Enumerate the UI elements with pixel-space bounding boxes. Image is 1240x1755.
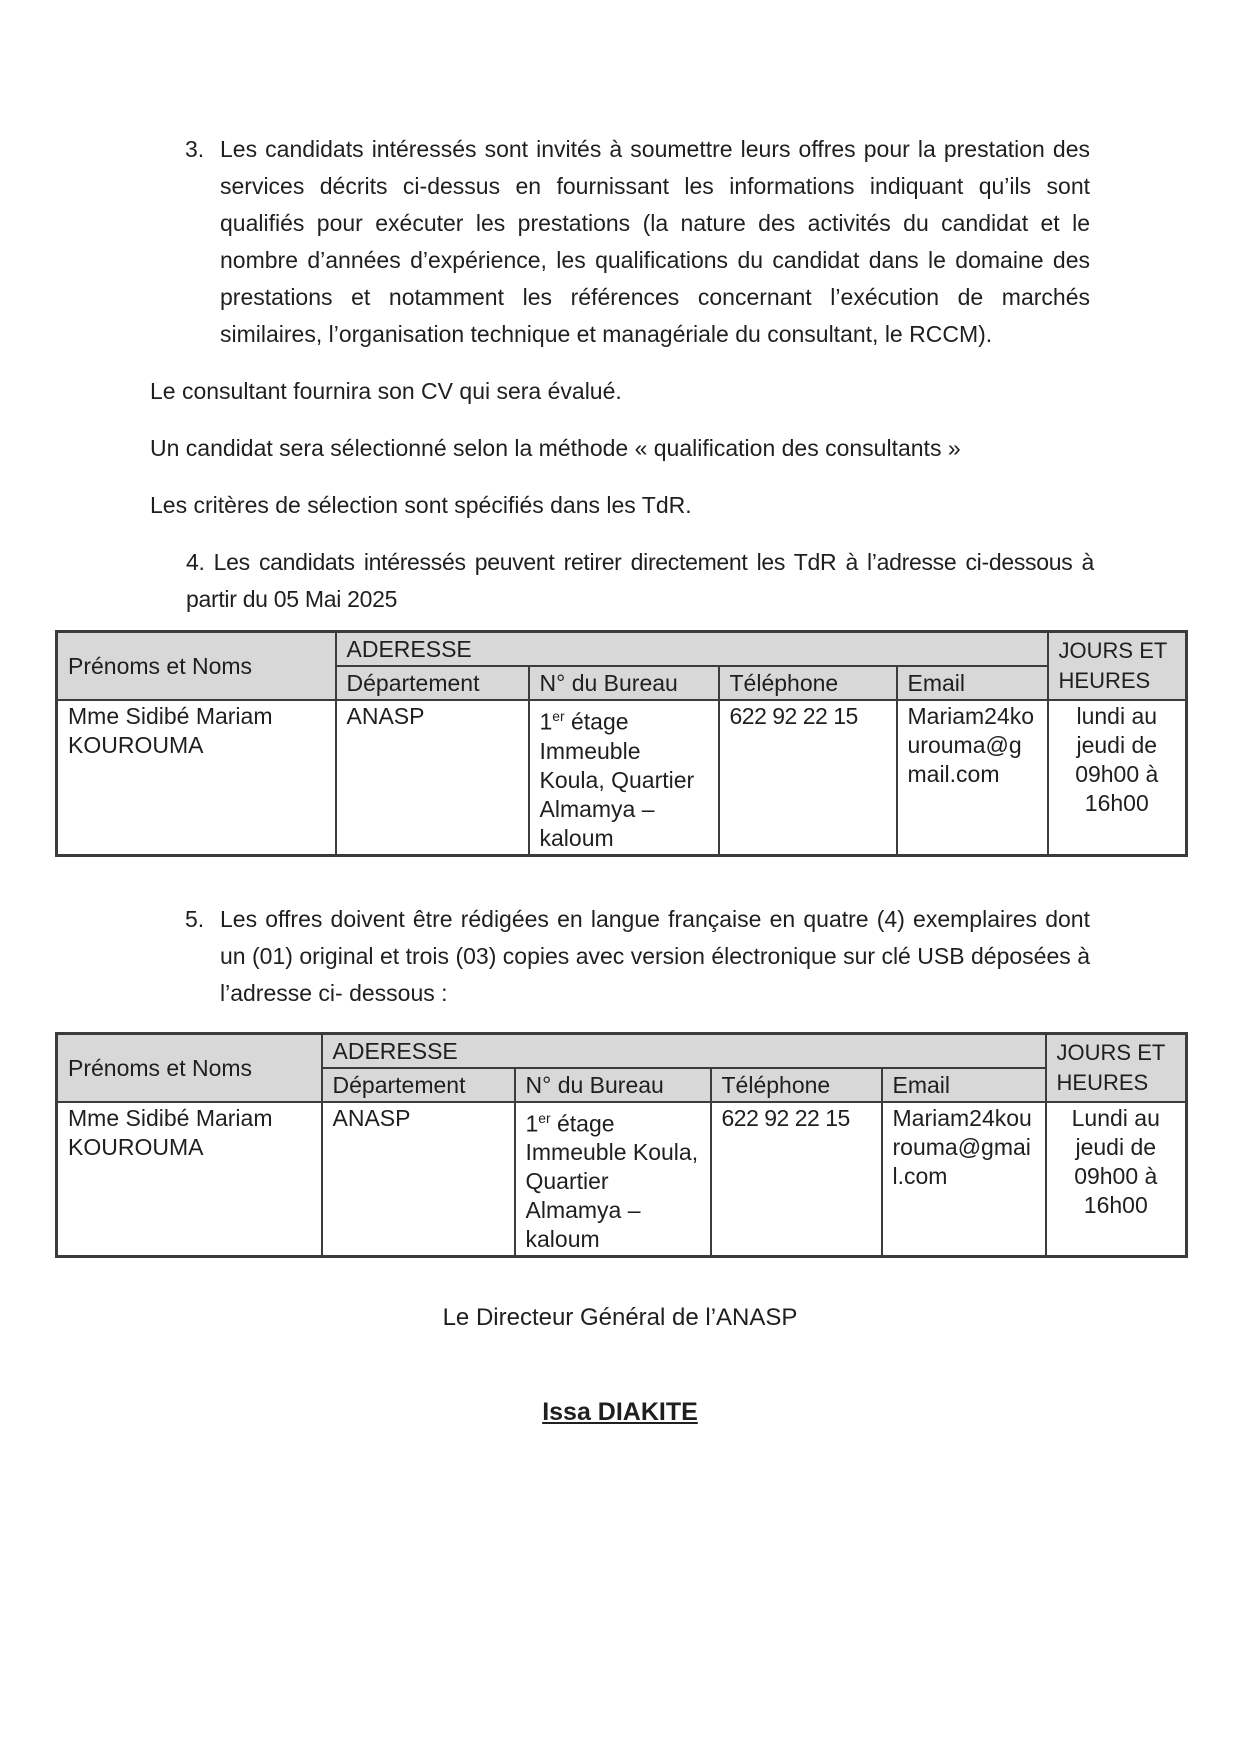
table-row <box>57 1102 1187 1257</box>
table-row <box>57 700 1187 855</box>
t2-cell-email: Mariam24kourouma@gmail.com <box>882 1102 1046 1257</box>
t1-header-email: Email <box>897 666 1048 700</box>
t1-bureau-number: 1 <box>539 708 553 735</box>
t2-cell-hours: Lundi au jeudi de 09h00 à 16h00 <box>1046 1102 1187 1257</box>
t2-header-email: Email <box>882 1068 1046 1102</box>
item-5-text: Les offres doivent être rédigées en langue française en quatre (4) exemplaires dont un (01) original et trois (03) copies avec version électronique sur clé USB déposées à l’adresse ci- dessous : <box>220 905 1090 1006</box>
paragraph-criteria: Les critères de sélection sont spécifiés dans les TdR. <box>150 492 692 518</box>
t1-cell-name: Mme Sidibé Mariam KOUROUMA <box>57 700 336 855</box>
paragraph-item-4: 4. Les candidats intéressés peuvent retirer directement les TdR à l’adresse ci-dessous à partir du 05 Mai 2025 <box>186 549 1094 612</box>
list-marker-5: 5. <box>185 905 205 932</box>
signature-name <box>150 1398 1090 1427</box>
paragraph-item-3 <box>185 131 1090 353</box>
t2-cell-phone: 622 92 22 15 <box>711 1102 882 1257</box>
t1-header-hours: JOURS ET HEURES <box>1048 632 1187 701</box>
list-marker-3: 3. <box>185 136 205 162</box>
t2-header-department: Département <box>322 1068 515 1102</box>
t1-bureau-ordinal: er <box>552 709 565 724</box>
t1-cell-department: ANASP <box>336 700 529 855</box>
paragraph-method: Un candidat sera sélectionné selon la méthode « qualification des consultants » <box>150 435 961 461</box>
t2-bureau-rest: étage Immeuble Koula, Quartier Almamya – kaloum <box>525 1110 699 1253</box>
paragraph-item-5 <box>185 901 1090 1012</box>
t1-header-phone: Téléphone <box>719 666 897 700</box>
t2-header-address: ADERESSE <box>322 1033 1046 1068</box>
t2-header-phone: Téléphone <box>711 1068 882 1102</box>
paragraph-cv: Le consultant fournira son CV qui sera évalué. <box>150 378 622 404</box>
item-3-text: Les candidats intéressés sont invités à soumettre leurs offres pour la prestation des services décrits ci-dessus en fournissant les informations indiquant qu’ils sont qualifiés pour exécuter les prestations (la nature des activités du candidat et le nombre d’années d’expérience, les qualifications du candidat dans le domaine des prestations et notamment les références concernant l’exécution de marchés similaires, l’organisation technique et managériale du consultant, le RCCM). <box>220 136 1090 347</box>
t1-cell-bureau <box>529 700 719 855</box>
t1-cell-hours: lundi au jeudi de 09h00 à 16h00 <box>1048 700 1187 855</box>
t2-cell-bureau <box>515 1102 711 1257</box>
signature-title: Le Directeur Général de l’ANASP <box>442 1304 798 1332</box>
t1-header-bureau: N° du Bureau <box>529 666 719 700</box>
t1-header-names: Prénoms et Noms <box>57 632 336 701</box>
t2-cell-name: Mme Sidibé Mariam KOUROUMA <box>57 1102 322 1257</box>
t2-header-bureau: N° du Bureau <box>515 1068 711 1102</box>
t2-header-hours: JOURS ET HEURES <box>1046 1033 1187 1102</box>
t2-bureau-ordinal: er <box>538 1110 551 1126</box>
signature-name-text: Issa DIAKITE <box>542 1398 698 1427</box>
t1-cell-email: Mariam24kourouma@gmail.com <box>897 700 1048 855</box>
t1-header-address: ADERESSE <box>336 632 1048 667</box>
t1-cell-phone: 622 92 22 15 <box>719 700 897 855</box>
t1-header-department: Département <box>336 666 529 700</box>
t1-bureau-rest: étage Immeuble Koula, Quartier Almamya – kaloum <box>539 708 695 851</box>
address-table-2 <box>55 1032 1188 1259</box>
address-table-1 <box>55 630 1188 857</box>
t2-header-names: Prénoms et Noms <box>57 1033 322 1102</box>
t2-bureau-number: 1 <box>525 1110 539 1137</box>
t2-cell-department: ANASP <box>322 1102 515 1257</box>
